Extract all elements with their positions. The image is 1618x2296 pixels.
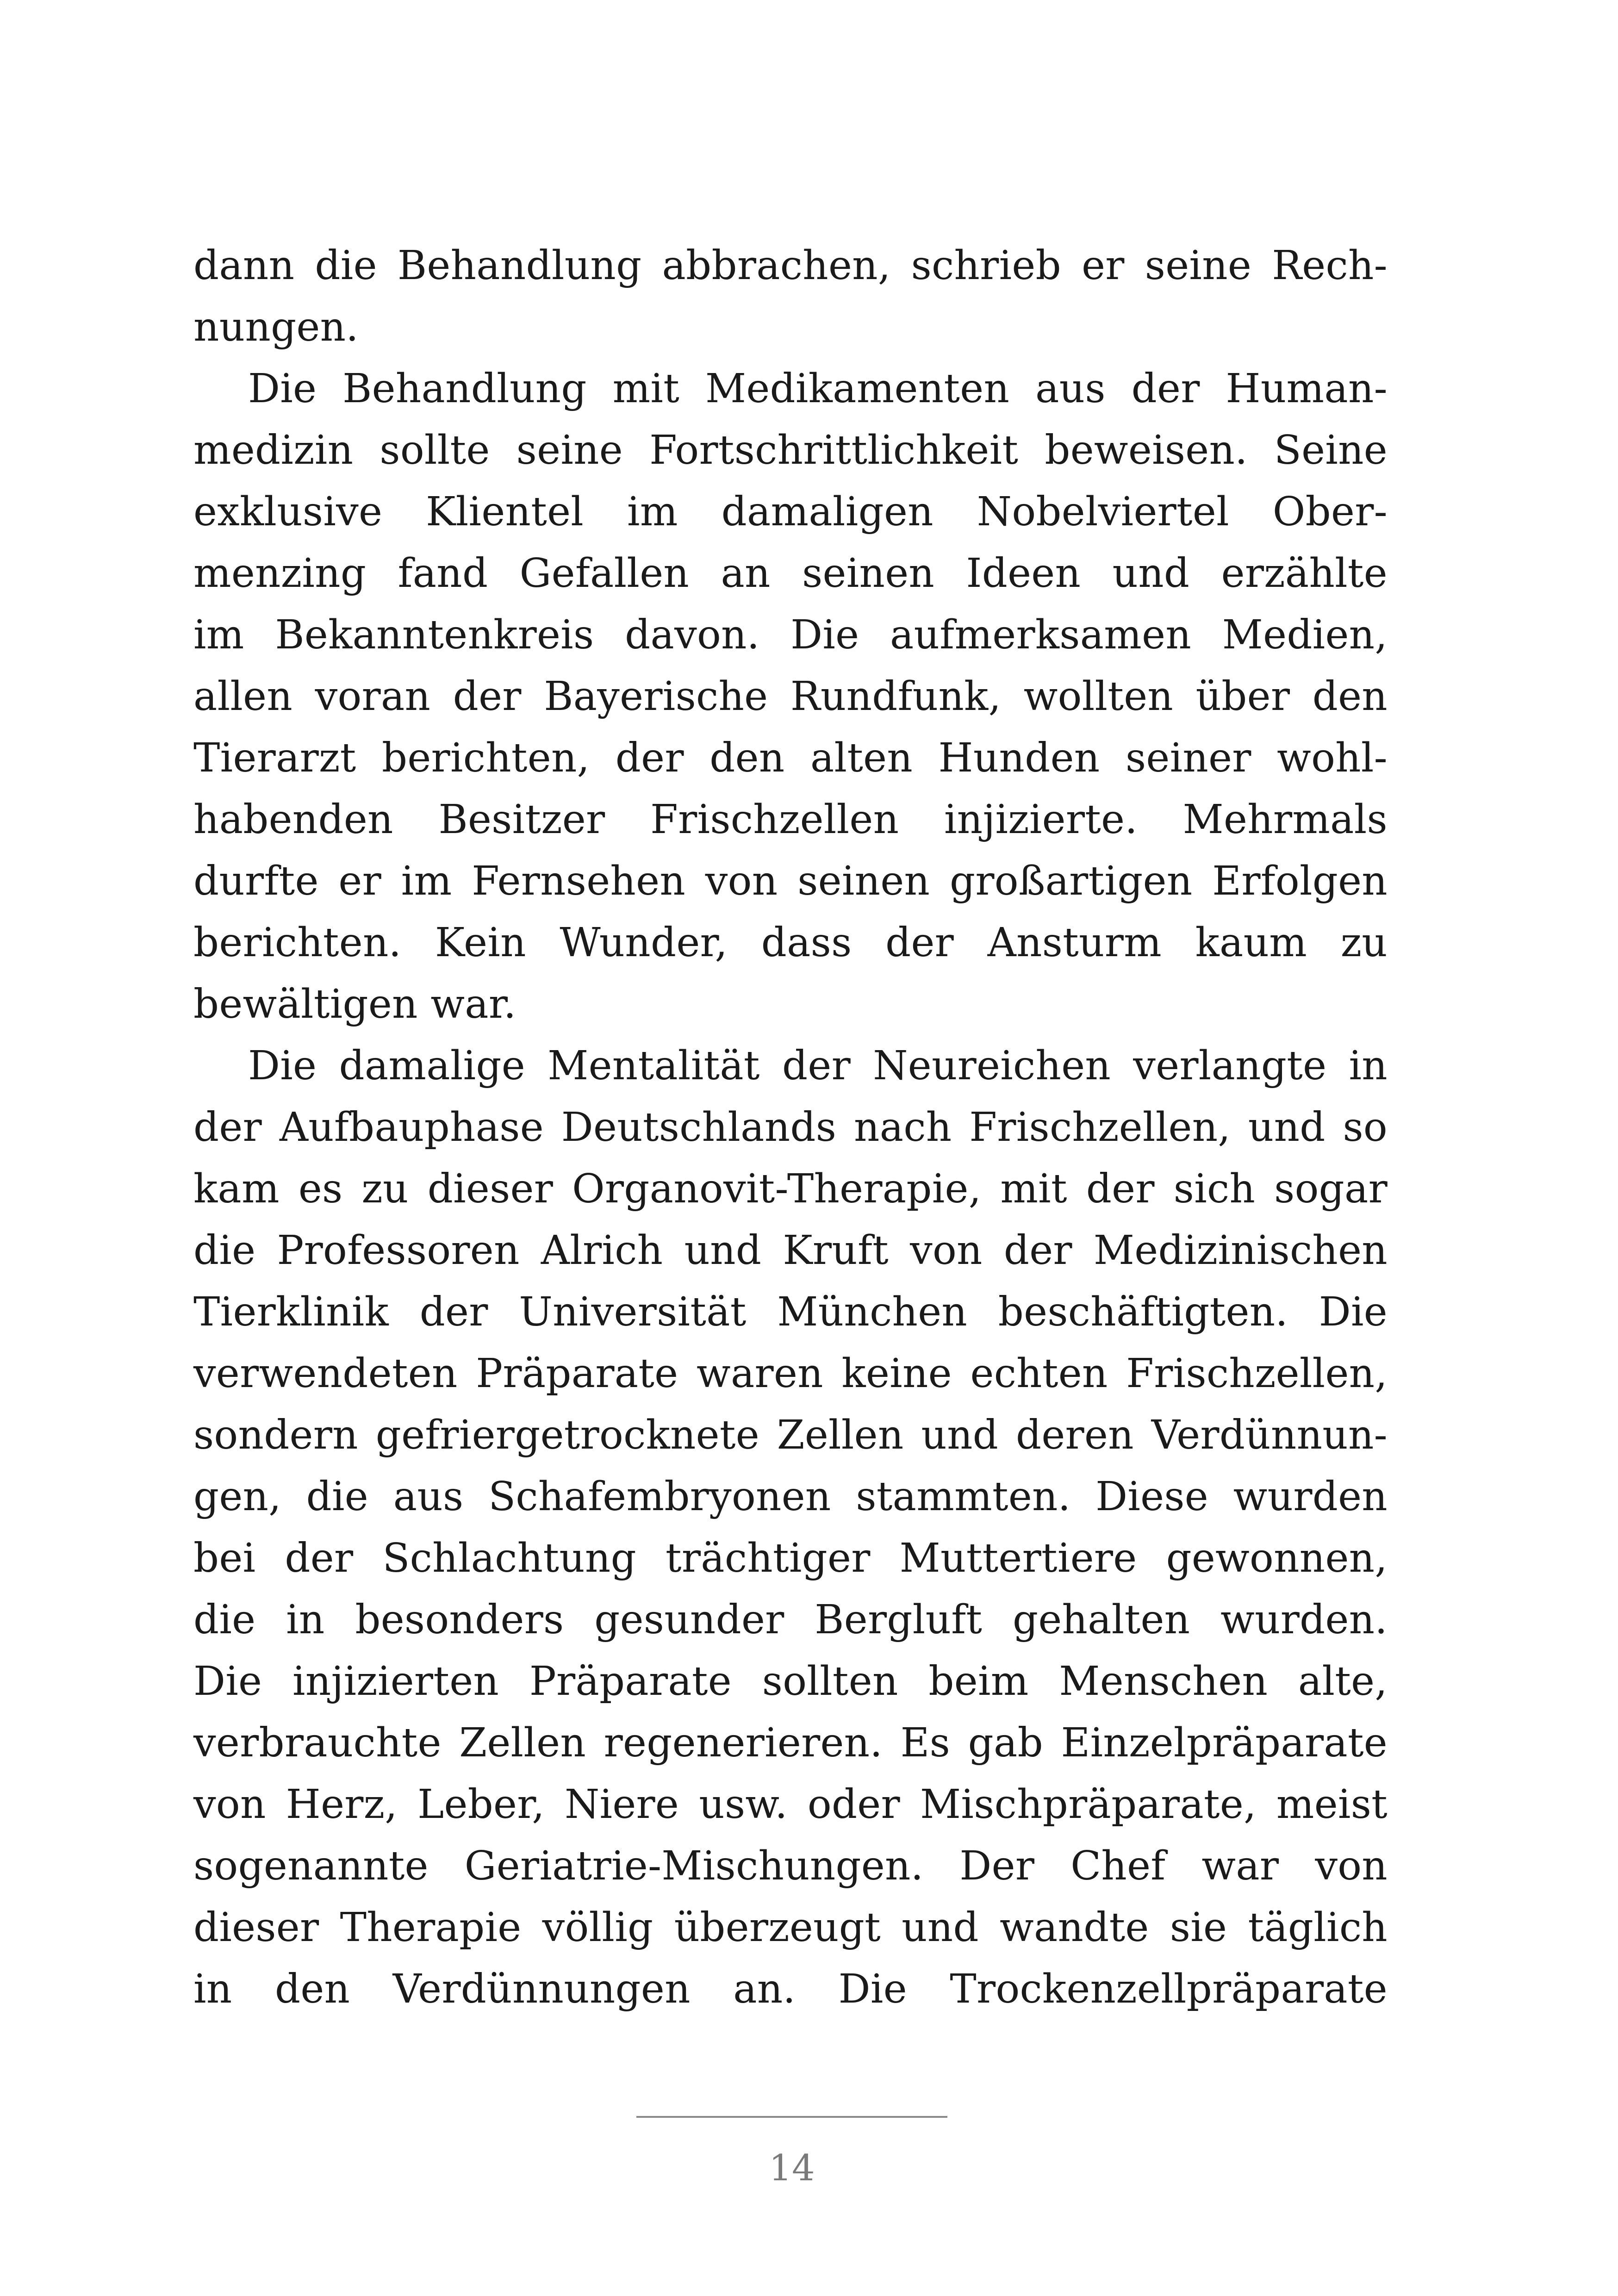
text-line: Tierarzt berichten, der den alten Hunden seiner wohl- <box>193 735 1388 781</box>
text-line: von Herz, Leber, Niere usw. oder Mischpräparate, meist <box>193 1781 1388 1828</box>
text-line: Die damalige Mentalität der Neureichen verlangte in <box>248 1043 1388 1089</box>
text-line: dieser Therapie völlig überzeugt und wandte sie täglich <box>193 1904 1388 1951</box>
text-line: bei der Schlachtung trächtiger Muttertiere gewonnen, <box>193 1535 1388 1581</box>
text-line: berichten. Kein Wunder, dass der Ansturm kaum zu <box>193 920 1388 966</box>
text-line: verwendeten Präparate waren keine echten Frischzellen, <box>193 1350 1388 1397</box>
text-line: im Bekanntenkreis davon. Die aufmerksamen Medien, <box>193 612 1388 658</box>
text-line: exklusive Klientel im damaligen Nobelviertel Ober- <box>193 489 1388 535</box>
text-line: gen, die aus Schafembryonen stammten. Diese wurden <box>193 1474 1388 1520</box>
text-line: durfte er im Fernsehen von seinen großartigen Erfolgen <box>193 858 1388 904</box>
text-line: nungen. <box>193 304 359 350</box>
text-line: sogenannte Geriatrie-Mischungen. Der Chef war von <box>193 1843 1388 1889</box>
text-line: sondern gefriergetrocknete Zellen und deren Verdünnun- <box>193 1412 1388 1458</box>
text-line: Die Behandlung mit Medikamenten aus der Human- <box>248 366 1388 412</box>
text-line: verbrauchte Zellen regenerieren. Es gab Einzelpräparate <box>193 1720 1388 1766</box>
text-line: der Aufbauphase Deutschlands nach Frischzellen, und so <box>193 1104 1388 1151</box>
text-line: die Professoren Alrich und Kruft von der Medizinischen <box>193 1227 1388 1274</box>
text-line: bewältigen war. <box>193 981 517 1027</box>
text-line: dann die Behandlung abbrachen, schrieb er seine Rech- <box>193 243 1388 289</box>
body-text <box>193 235 1388 2020</box>
text-line: in den Verdünnungen an. Die Trockenzellpräparate <box>193 1966 1388 2012</box>
text-line: kam es zu dieser Organovit-Therapie, mit der sich sogar <box>193 1166 1388 1212</box>
text-line: medizin sollte seine Fortschrittlichkeit beweisen. Seine <box>193 427 1388 473</box>
text-line: die in besonders gesunder Bergluft gehalten wurden. <box>193 1597 1388 1643</box>
text-line: menzing fand Gefallen an seinen Ideen und erzählte <box>193 550 1388 597</box>
text-line: Die injizierten Präparate sollten beim Menschen alte, <box>193 1658 1388 1705</box>
text-line: allen voran der Bayerische Rundfunk, wollten über den <box>193 673 1388 720</box>
footer-divider <box>636 2116 947 2118</box>
page-number: 14 <box>769 2147 815 2189</box>
text-line: habenden Besitzer Frischzellen injizierte. Mehrmals <box>193 796 1388 843</box>
text-line: Tierklinik der Universität München beschäftigten. Die <box>193 1289 1388 1335</box>
